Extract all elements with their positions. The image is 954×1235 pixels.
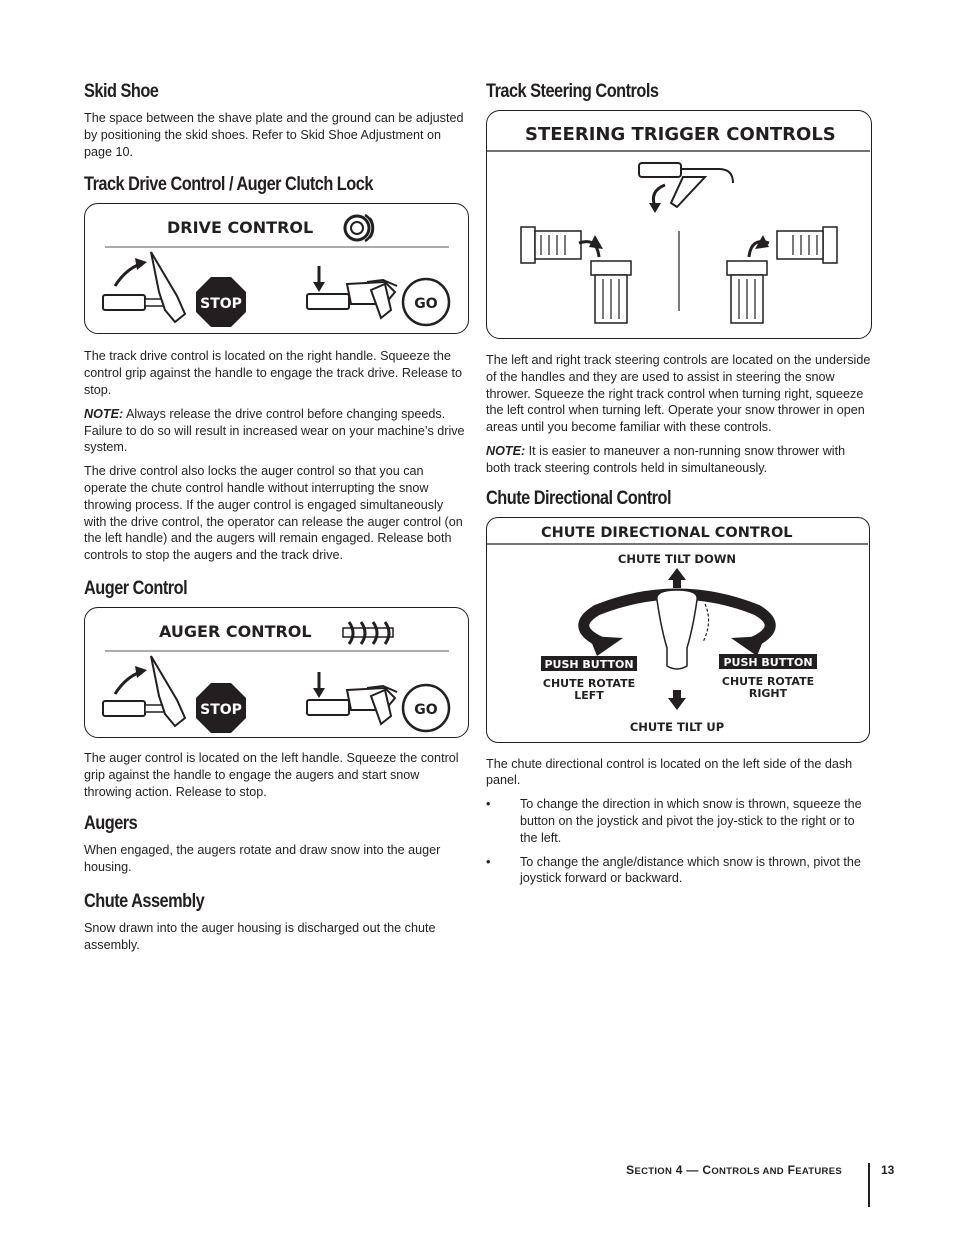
go-label: GO — [414, 296, 438, 313]
track-steering-heading: Track Steering Controls — [486, 81, 659, 102]
joystick-icon — [657, 590, 709, 669]
push-button-right-label: PUSH BUTTON — [723, 655, 813, 669]
section-label — [626, 1163, 842, 1177]
push-button-left-label: PUSH BUTTON — [544, 657, 634, 671]
chute-assembly-heading: Chute Assembly — [84, 890, 205, 912]
stop-sign-icon — [196, 683, 246, 733]
features-f: F — [783, 1163, 796, 1177]
controls-rest: ONTROLS AND — [711, 1166, 784, 1177]
section-num: 4 — — [672, 1163, 703, 1177]
section-s: S — [626, 1163, 635, 1177]
auger-control-illustration — [85, 608, 467, 736]
trigger-handle-icon — [639, 163, 733, 213]
note-text: It is easier to maneuver a non-running snow thrower with both track steering controls held in simultaneously. — [486, 443, 846, 475]
drive-control-title: DRIVE CONTROL — [167, 218, 314, 238]
augers-text: When engaged, the augers rotate and draw snow into the auger housing. — [84, 843, 441, 875]
chute-directional-heading: Chute Directional Control — [486, 487, 672, 509]
chute-directional-title: CHUTE DIRECTIONAL CONTROL — [541, 524, 793, 541]
auger-spiral-icon — [343, 622, 393, 644]
handle-go-illustration — [307, 266, 397, 318]
list-item — [486, 796, 872, 846]
chute-rotate-right-label-1: CHUTE ROTATE — [721, 674, 815, 688]
snow-thrower-left-icon — [521, 227, 631, 323]
note-label: NOTE: — [486, 443, 526, 458]
features-rest: EATURES — [795, 1166, 842, 1177]
chute-rotate-left-label-1: CHUTE ROTATE — [542, 676, 636, 690]
chute-directional-list — [486, 796, 872, 887]
note-text: Always release the drive control before changing speeds. Failure to do so will result in increased wear on your machine’s drive system. — [84, 406, 465, 455]
chute-tilt-up-label: CHUTE TILT UP — [629, 719, 725, 734]
track-steering-note — [486, 443, 872, 477]
stop-label: STOP — [200, 701, 242, 718]
push-button-right-badge — [719, 654, 817, 669]
auger-control-text: The auger control is located on the left handle. Squeeze the control grip against the handle to engage the augers and start snow throwing action. Release to stop. — [84, 750, 459, 799]
track-drive-note — [84, 406, 468, 456]
go-circle-icon — [403, 279, 449, 325]
chute-directional-illustration — [487, 518, 868, 741]
skid-shoe-heading: Skid Shoe — [84, 81, 159, 102]
push-button-left-badge — [541, 656, 637, 671]
drive-control-illustration — [85, 204, 467, 332]
steering-trigger-illustration — [487, 111, 870, 337]
handle-go-illustration — [307, 672, 397, 724]
steering-trigger-title: STEERING TRIGGER CONTROLS — [525, 124, 836, 145]
track-drive-text-1: The track drive control is located on the right handle. Squeeze the control grip against the handle to engage the track drive. Release to stop. — [84, 349, 463, 397]
controls-c: C — [702, 1163, 712, 1177]
wheel-icon — [345, 215, 373, 241]
bullet-dot: • — [486, 854, 491, 869]
skid-shoe-text: The space between the shave plate and the ground can be adjusted by positioning the skid shoes. Refer to Skid Shoe Adjustment on page 10. — [84, 111, 464, 159]
left-column — [84, 80, 468, 961]
stop-label: STOP — [200, 296, 242, 313]
go-label: GO — [414, 701, 438, 718]
bullet-dot: • — [486, 797, 491, 812]
handle-stop-illustration — [103, 656, 185, 726]
auger-control-title: AUGER CONTROL — [159, 621, 312, 641]
chute-rotate-right-label-2: RIGHT — [748, 686, 788, 700]
right-column — [486, 80, 872, 894]
page-footer — [600, 1163, 895, 1207]
handle-stop-illustration — [103, 252, 185, 322]
go-circle-icon — [403, 685, 449, 731]
chute-tilt-down-label: CHUTE TILT DOWN — [617, 551, 737, 566]
note-label: NOTE: — [84, 406, 124, 421]
chute-assembly-text: Snow drawn into the auger housing is discharged out the chute assembly. — [84, 920, 436, 952]
augers-heading: Augers — [84, 813, 138, 835]
list-item-text: To change the angle/distance which snow is thrown, pivot the joystick forward or backward. — [520, 854, 861, 886]
list-item — [486, 854, 872, 888]
list-item-text: To change the direction in which snow is thrown, squeeze the button on the joystick and pivot the joy-stick to the right or to the left. — [520, 797, 862, 845]
track-drive-heading: Track Drive Control / Auger Clutch Lock — [84, 174, 373, 196]
chute-directional-text: The chute directional control is located on the left side of the dash panel. — [486, 756, 853, 788]
auger-control-panel — [84, 607, 469, 738]
auger-control-heading: Auger Control — [84, 577, 188, 599]
chute-rotate-left-label-2: LEFT — [574, 688, 604, 702]
footer-divider — [868, 1163, 870, 1207]
stop-sign-icon — [196, 277, 246, 327]
track-drive-text-2: The drive control also locks the auger control so that you can operate the chute control handle without interrupting the snow throwing process. If the auger control is engaged simultaneously with the drive control, the operator can release the auger control (on the left handle) and the augers will remain engaged. Release both controls to stop the augers and the track drive. — [84, 464, 463, 563]
chute-directional-panel — [486, 517, 870, 743]
steering-trigger-panel — [486, 110, 872, 339]
snow-thrower-right-icon — [727, 227, 837, 323]
drive-control-panel — [84, 203, 469, 334]
arrow-down-icon — [668, 690, 686, 710]
page-number: 13 — [881, 1163, 895, 1177]
section-rest: ECTION — [634, 1166, 673, 1177]
track-steering-text: The left and right track steering controls are located on the underside of the handles and they are used to assist in steering the snow thrower. Squeeze the right track control when turning right, squeeze the left control when turning left. Operate your snow thrower in open areas until you become familiar with these controls. — [486, 353, 871, 435]
arrow-up-icon — [668, 568, 686, 588]
